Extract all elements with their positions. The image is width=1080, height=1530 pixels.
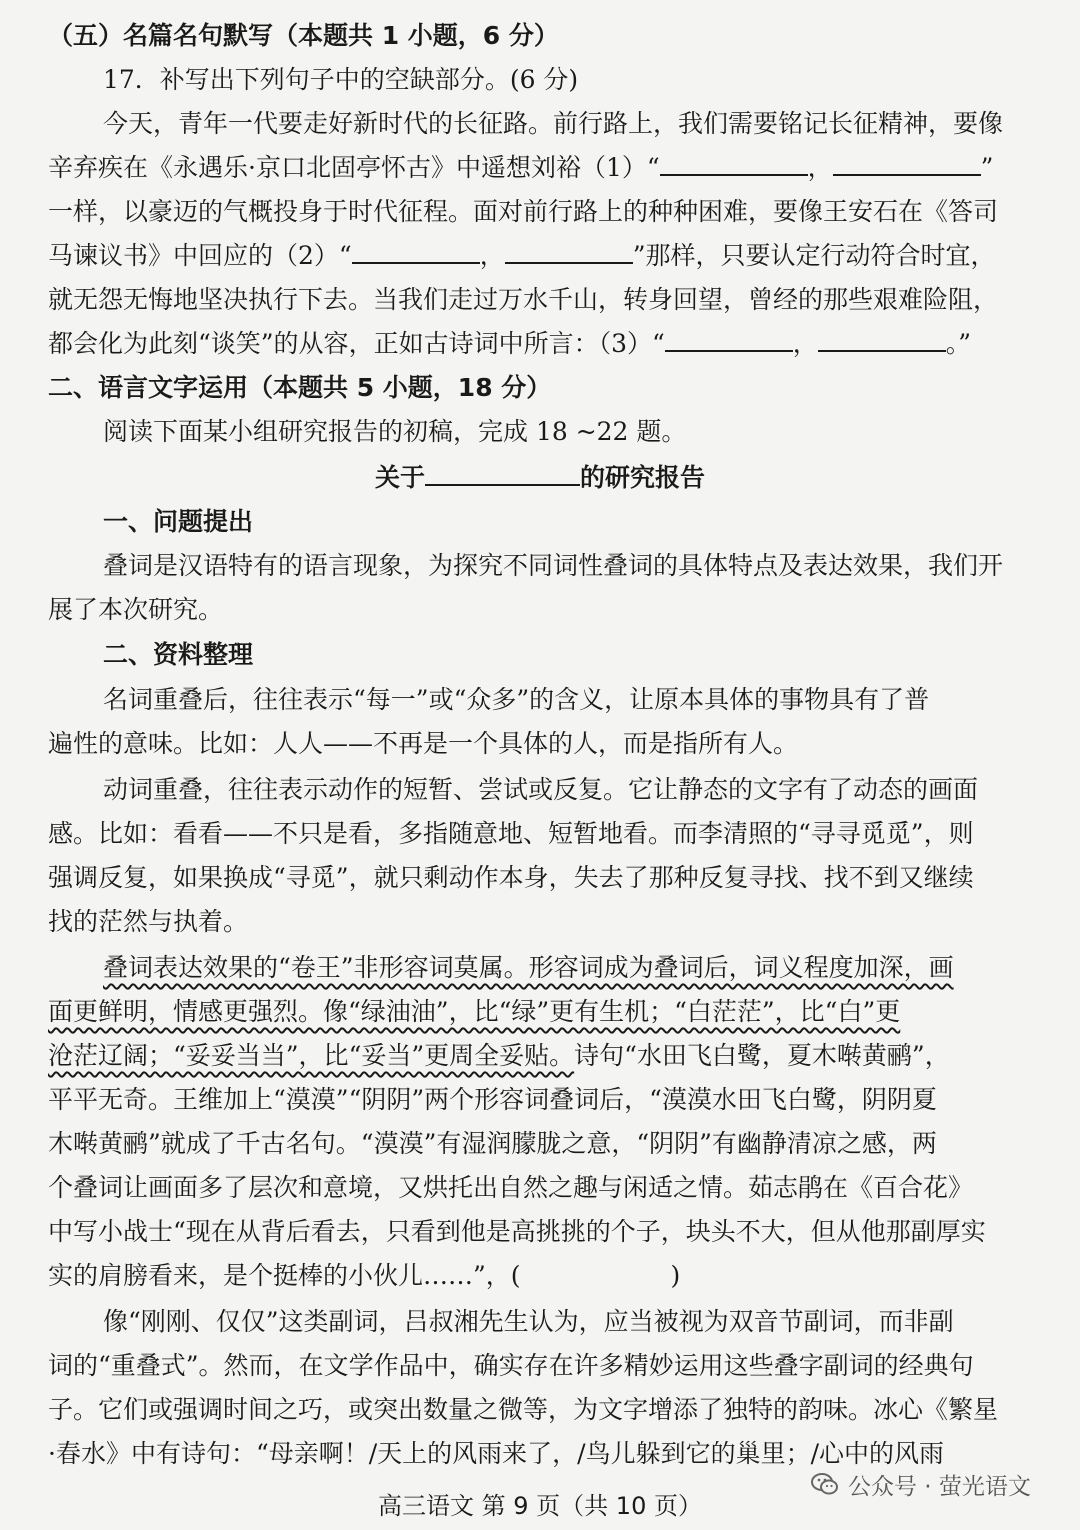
adv-para-line-2: 词的“重叠式”。然而，在文学作品中，确实存在许多精妙运用这些叠字副词的经典句 xyxy=(48,1351,974,1380)
problem-line-1: 叠词是汉语特有的语言现象，为探究不同词性叠词的具体特点及表达效果，我们开 xyxy=(103,551,1004,580)
q17-line-5: 就无怨无悔地坚决执行下去。当我们走过万水千山，转身回望，曾经的那些艰难险阻， xyxy=(48,285,999,314)
section-problem-heading: 一、问题提出 xyxy=(103,507,254,536)
q17-line-3: 一样，以豪迈的气概投身于时代征程。面对前行路上的种种困难，要像王安石在《答司 xyxy=(48,197,999,226)
verb-para-line-3: 强调反复，如果换成“寻觅”，就只剩动作本身，失去了那种反复寻找、找不到又继续 xyxy=(48,863,974,892)
adj-para-line-5: 木啭黄鹂”就成了千古名句。“漠漠”有湿润朦胧之意，“阴阴”有幽静清凉之感，两 xyxy=(48,1129,937,1158)
adj-para-line-6: 个叠词让画面多了层次和意境，又烘托出自然之趣与闲适之情。茹志鹃在《百合花》 xyxy=(48,1173,974,1202)
verb-para-line-4: 找的茫然与执着。 xyxy=(48,907,249,936)
report-title: 关于 的研究报告 xyxy=(0,456,1080,500)
adv-para-line-1: 像“刚刚、仅仅”这类副词，吕叔湘先生认为，应当被视为双音节副词，而非副 xyxy=(103,1307,954,1336)
noun-para-line-2: 遍性的意味。比如：人人——不再是一个具体的人，而是指所有人。 xyxy=(48,729,799,758)
adv-para-line-4: ·春水》中有诗句：“母亲啊！/天上的风雨来了，/鸟儿躲到它的巢里；/心中的风雨 xyxy=(48,1439,944,1468)
q17-line-6: 都会化为此刻“谈笑”的从容，正如古诗词中所言：（3）“ ， 。” xyxy=(48,322,1038,366)
answer-blank-2a[interactable] xyxy=(352,234,480,264)
q17-line-2: 辛弃疾在《永遇乐·京口北固亭怀古》中遥想刘裕（1）“ ， ” xyxy=(48,146,1038,190)
wavy-underlined-text: 沧茫辽阔；“妥妥当当”，比“妥当”更周全妥贴。 xyxy=(48,1041,575,1070)
answer-blank-2b[interactable] xyxy=(505,234,633,264)
report-title-blank[interactable] xyxy=(425,456,580,486)
section-five-heading: （五）名篇名句默写（本题共 1 小题，6 分） xyxy=(48,21,559,50)
problem-line-2: 展了本次研究。 xyxy=(48,595,224,624)
answer-blank-3b[interactable] xyxy=(818,322,946,352)
adj-para-line-4: 平平无奇。王维加上“漠漠”“阴阴”两个形容词叠词后，“漠漠水田飞白鹭，阴阴夏 xyxy=(48,1085,937,1114)
adj-para-line-2 xyxy=(48,990,1038,1034)
adj-para-line-1 xyxy=(103,946,1038,990)
q17-line-1: 今天，青年一代要走好新时代的长征路。前行路上，我们需要铭记长征精神，要像 xyxy=(103,109,1004,138)
verb-para-line-1: 动词重叠，往往表示动作的短暂、尝试或反复。它让静态的文字有了动态的画面 xyxy=(103,775,979,804)
part-two-intro: 阅读下面某小组研究报告的初稿，完成 18 ~22 题。 xyxy=(103,417,687,446)
section-materials-heading: 二、资料整理 xyxy=(103,640,254,669)
answer-blank-3a[interactable] xyxy=(665,322,793,352)
answer-blank-1b[interactable] xyxy=(833,146,981,176)
watermark-text: 公众号 · 萤光语文 xyxy=(848,1473,1031,1500)
answer-blank-1a[interactable] xyxy=(660,146,808,176)
question-17-prompt: 17．补写出下列句子中的空缺部分。(6 分) xyxy=(103,65,579,94)
adj-para-line-7: 中写小战士“现在从背后看去，只看到他是高挑挑的个子，块头不大，但从他那副厚实 xyxy=(48,1217,986,1246)
verb-para-line-2: 感。比如：看看——不只是看，多指随意地、短暂地看。而李清照的“寻寻觅觅”，则 xyxy=(48,819,974,848)
wavy-underlined-text: 面更鲜明，情感更强烈。像“绿油油”，比“绿”更有生机；“白茫茫”，比“白”更 xyxy=(48,997,901,1026)
q17-line-4: 马谏议书》中回应的（2）“ ， ”那样，只要认定行动符合时宜， xyxy=(48,234,1038,278)
part-two-heading: 二、语言文字运用（本题共 5 小题，18 分） xyxy=(48,373,552,402)
page-footer: 高三语文 第 9 页（共 10 页） xyxy=(378,1492,702,1520)
wavy-underlined-text: 叠词表达效果的“卷王”非形容词莫属。形容词成为叠词后，词义程度加深，画 xyxy=(103,953,954,982)
adv-para-line-3: 子。它们或强调时间之巧，或突出数量之微等，为文字增添了独特的韵味。冰心《繁星 xyxy=(48,1395,999,1424)
adj-para-line-8: 实的肩膀看来，是个挺棒的小伙儿……”，( ) xyxy=(48,1261,681,1290)
noun-para-line-1: 名词重叠后，往往表示“每一”或“众多”的含义，让原本具体的事物具有了普 xyxy=(103,685,930,714)
adj-para-line-3: 沧茫辽阔；“妥妥当当”，比“妥当”更周全妥贴。诗句“水田飞白鹭，夏木啭黄鹂”， xyxy=(48,1041,950,1070)
